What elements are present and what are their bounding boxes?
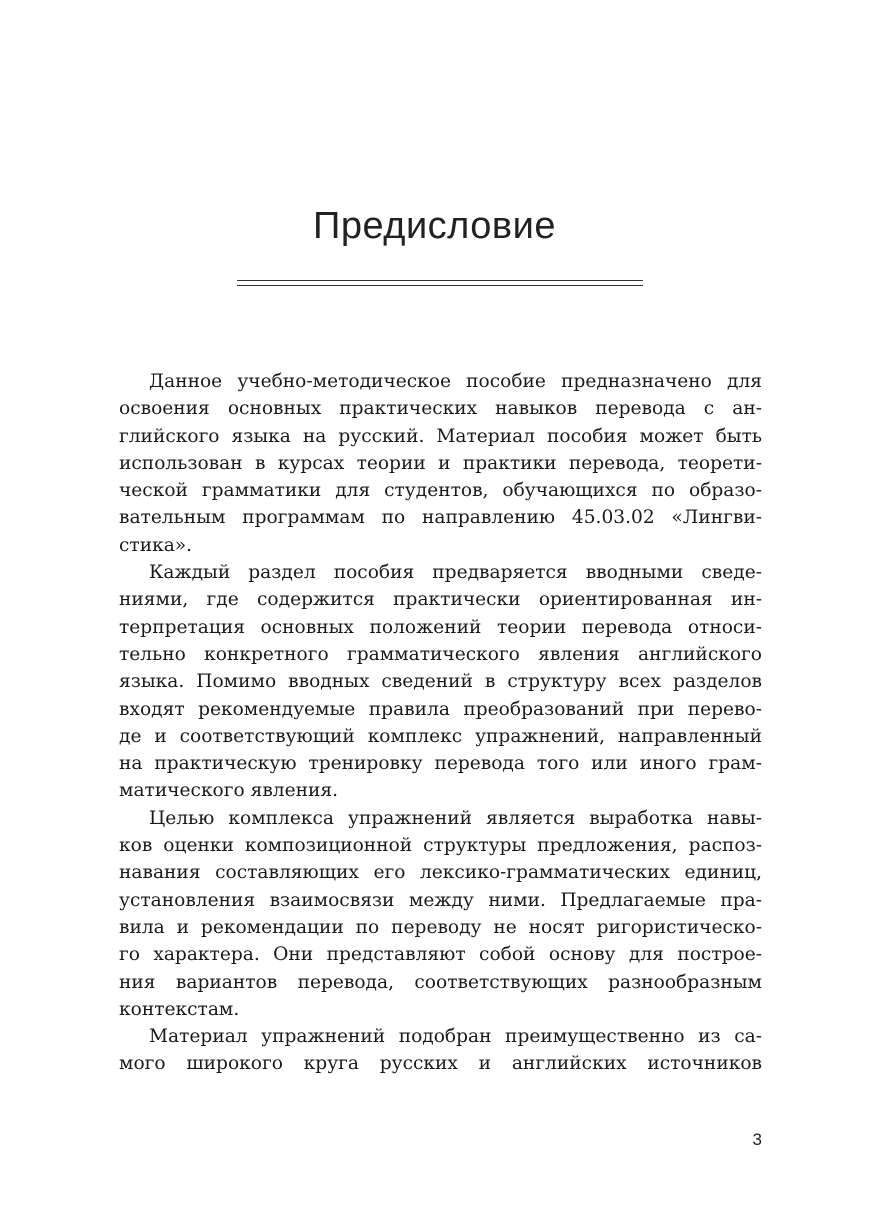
text-line: на практическую тренировку перевода того или иного грам- bbox=[119, 753, 762, 775]
text-line: контекстам. bbox=[119, 998, 240, 1020]
text-line: де и соответствующий комплекс упражнений, направленный bbox=[119, 725, 762, 747]
text-line: ния вариантов перевода, соответствующих разнообразным bbox=[119, 971, 762, 993]
text-line: Целью комплекса упражнений является выработка навы- bbox=[149, 807, 762, 829]
text-line: языка. Помимо вводных сведений в структуру всех разделов bbox=[119, 671, 762, 693]
text-line: ниями, где содержится практически ориентированная ин- bbox=[119, 589, 762, 611]
text-line: Каждый раздел пособия предваряется вводными сведе- bbox=[149, 562, 762, 584]
text-line: стика». bbox=[119, 534, 193, 556]
text-line: глийского языка на русский. Материал пособия может быть bbox=[119, 425, 762, 447]
text-line: Данное учебно-методическое пособие предназначено для bbox=[149, 371, 762, 392]
text-line: освоения основных практических навыков перевода с ан- bbox=[119, 398, 762, 420]
text-line: навания составляющих его лексико-грамматических единиц, bbox=[119, 862, 762, 884]
text-line: ков оценки композиционной структуры предложения, распоз- bbox=[119, 835, 762, 857]
text-line: Материал упражнений подобран преимущественно из са- bbox=[149, 1026, 762, 1048]
text-line: терпретация основных положений теории перевода относи- bbox=[119, 616, 762, 638]
text-line: ческой грамматики для студентов, обучающихся по образо- bbox=[119, 480, 762, 502]
text-line: мого широкого круга русских и английских источников bbox=[119, 1053, 762, 1075]
text-line: тельно конкретного грамматического явления английского bbox=[119, 643, 762, 665]
text-line: вила и рекомендации по переводу не носят ригористическо- bbox=[119, 916, 762, 938]
text-line: использован в курсах теории и практики перевода, теорети- bbox=[119, 452, 762, 474]
chapter-title: Предисловие bbox=[313, 205, 556, 247]
page-number: 3 bbox=[752, 1130, 762, 1149]
title-underline-bottom bbox=[237, 285, 643, 286]
title-underline-top bbox=[237, 280, 643, 281]
text-line: го характера. Они представляют собой основу для построе- bbox=[119, 944, 762, 966]
text-line: установления взаимосвязи между ними. Предлагаемые пра- bbox=[119, 889, 762, 911]
text-line: входят рекомендуемые правила преобразований при перево- bbox=[119, 698, 762, 720]
body-text bbox=[119, 368, 762, 1078]
text-line: матического явления. bbox=[119, 780, 339, 802]
text-line: вательным программам по направлению 45.03.02 «Лингви- bbox=[119, 507, 762, 529]
